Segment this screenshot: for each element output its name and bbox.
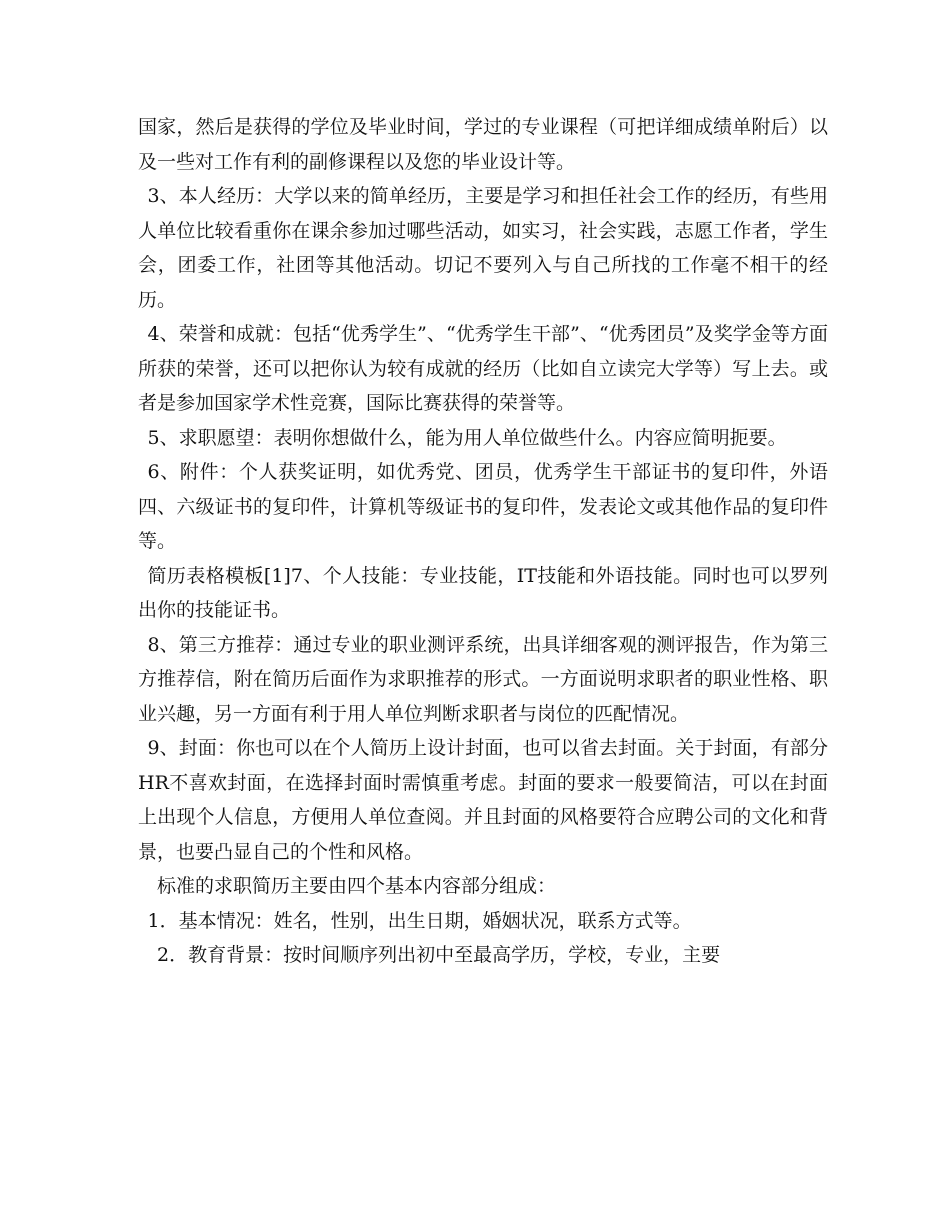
- document-body: [138, 110, 828, 973]
- paragraph-job-objective: 5、求职愿望：表明你想做什么，能为用人单位做些什么。内容应简明扼要。: [147, 426, 787, 449]
- paragraph-honors: 4、荣誉和成就：包括“优秀学生”、“优秀学生干部”、“优秀团员”及奖学金等方面所获的荣誉，还可以把你认为较有成就的经历（比如自立读完大学等）写上去。或者是参加国家学术性竞赛，国际比赛获得的荣誉等。: [138, 323, 828, 414]
- paragraph-skills: 简历表格模板[1]7、个人技能：专业技能，IT技能和外语技能。同时也可以罗列出你的技能证书。: [138, 564, 828, 621]
- paragraph-education-background: 2．教育背景：按时间顺序列出初中至最高学历，学校，专业，主要: [157, 944, 721, 966]
- paragraph-cover: 9、封面：你也可以在个人简历上设计封面，也可以省去封面。关于封面，有部分HR不喜欢封面，在选择封面时需慎重考虑。封面的要求一般要简洁，可以在封面上出现个人信息，方便用人单位查阅。并且封面的风格要符合应聘公司的文化和背景，也要凸显自己的个性和风格。: [138, 737, 828, 863]
- paragraph-attachments: 6、附件：个人获奖证明，如优秀党、团员，优秀学生干部证书的复印件，外语四、六级证书的复印件，计算机等级证书的复印件，发表论文或其他作品的复印件等。: [138, 461, 828, 552]
- paragraph-third-party-recommendation: 8、第三方推荐：通过专业的职业测评系统，出具详细客观的测评报告，作为第三方推荐信，附在简历后面作为求职推荐的形式。一方面说明求职者的职业性格、职业兴趣，另一方面有利于用人单位判断求职者与岗位的匹配情况。: [138, 633, 828, 725]
- paragraph-basic-info: 1．基本情况：姓名，性别，出生日期，婚姻状况，联系方式等。: [147, 909, 692, 932]
- paragraph-standard-resume-intro: 标准的求职简历主要由四个基本内容部分组成：: [157, 875, 557, 897]
- paragraph-personal-experience: 3、本人经历：大学以来的简单经历，主要是学习和担任社会工作的经历，有些用人单位比较看重你在课余参加过哪些活动，如实习，社会实践，志愿工作者，学生会，团委工作，社团等其他活动。切记不要列入与自己所找的工作毫不相干的经历。: [138, 185, 828, 311]
- paragraph-education-continued: 国家，然后是获得的学位及毕业时间，学过的专业课程（可把详细成绩单附后）以及一些对工作有利的副修课程以及您的毕业设计等。: [138, 116, 828, 173]
